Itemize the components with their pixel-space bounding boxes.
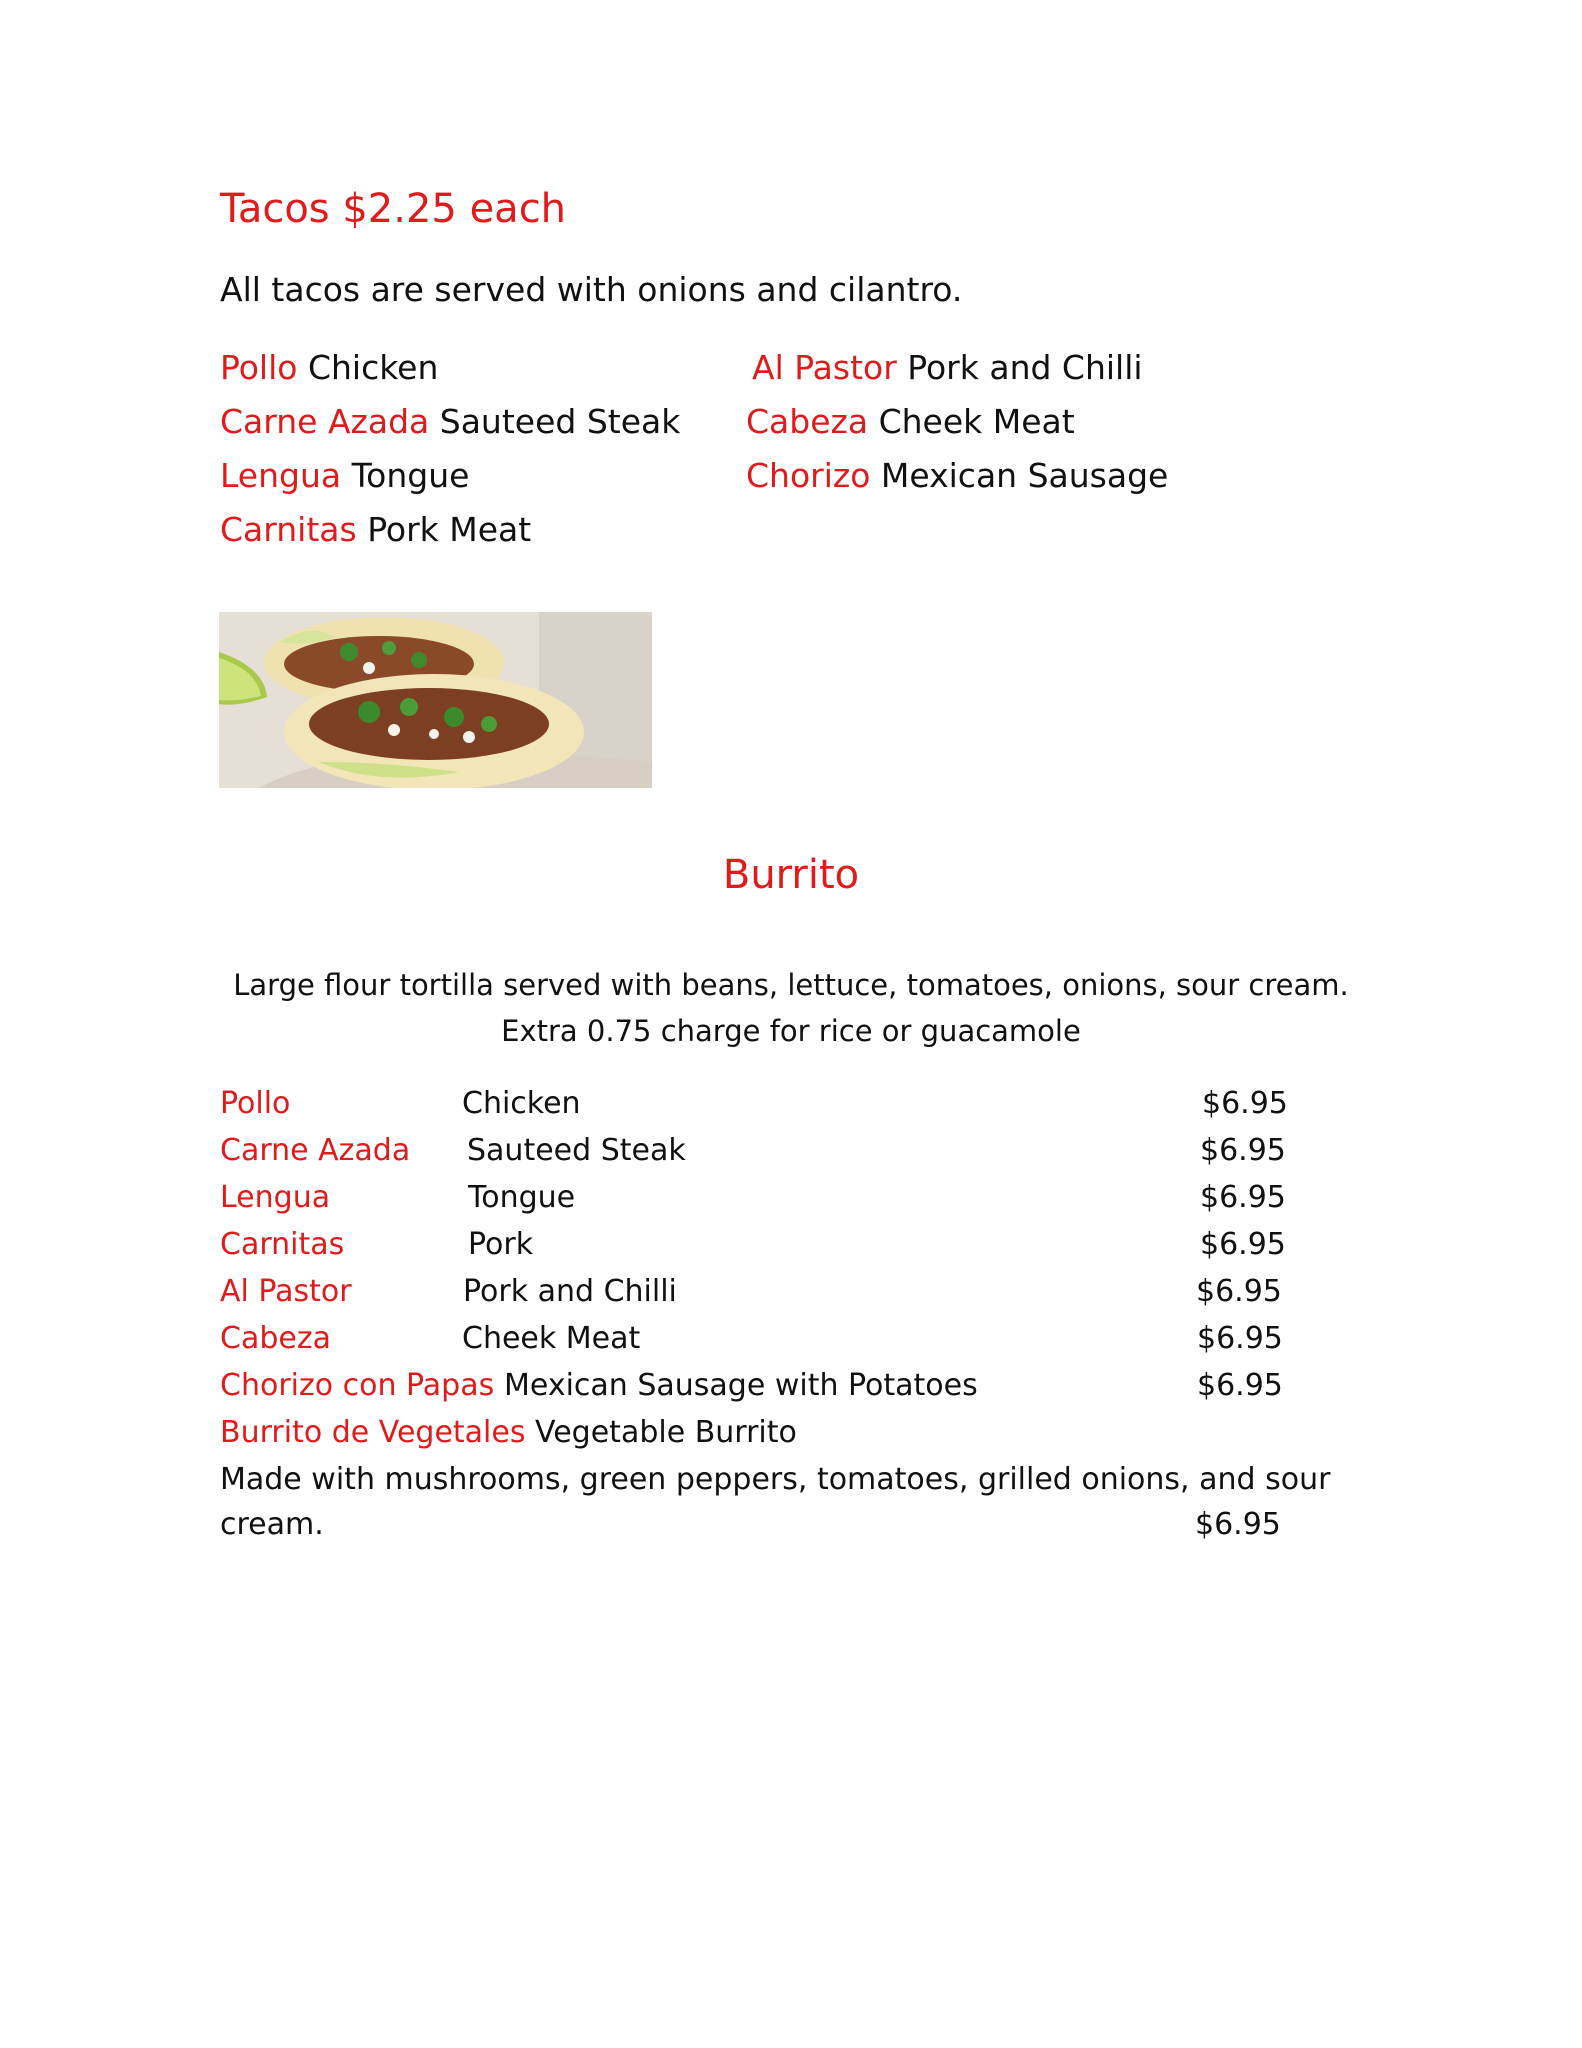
taco-item-cabeza <box>746 402 1075 441</box>
burrito-item-name: Cabeza <box>220 1321 331 1356</box>
burrito-veg-row <box>220 1415 797 1450</box>
burrito-heading: Burrito <box>722 852 860 898</box>
taco-item-name: Carnitas <box>220 510 357 549</box>
taco-item-name: Pollo <box>220 348 298 387</box>
taco-item-name: Cabeza <box>746 402 869 441</box>
taco-item-desc: Cheek Meat <box>878 402 1075 441</box>
burrito-item-price: $6.95 <box>1200 1133 1286 1168</box>
burrito-item-name: Carnitas <box>220 1227 345 1262</box>
taco-item-name: Al Pastor <box>752 348 897 387</box>
burrito-item-price: $6.95 <box>1202 1086 1288 1121</box>
burrito-description-line2: Extra 0.75 charge for rice or guacamole <box>501 1014 1081 1048</box>
taco-item-desc: Pork and Chilli <box>907 348 1143 387</box>
burrito-item-desc: Pork <box>468 1227 534 1262</box>
burrito-veg-name: Burrito de Vegetales <box>220 1415 526 1450</box>
taco-item-lengua <box>220 456 469 495</box>
burrito-veg-note-line1: Made with mushrooms, green peppers, tomatoes, grilled onions, and sour <box>220 1462 1331 1497</box>
burrito-item-desc: Pork and Chilli <box>463 1274 677 1309</box>
burrito-item-name: Pollo <box>220 1086 291 1121</box>
burrito-item-price: $6.95 <box>1196 1274 1282 1309</box>
burrito-item-price: $6.95 <box>1200 1227 1286 1262</box>
burrito-veg-desc: Vegetable Burrito <box>535 1415 797 1450</box>
tacos-heading: Tacos $2.25 each <box>220 186 567 232</box>
taco-item-carne-azada <box>220 402 680 441</box>
taco-item-desc: Sauteed Steak <box>439 402 681 441</box>
burrito-item-desc: Mexican Sausage with Potatoes <box>504 1368 978 1403</box>
burrito-item-name: Lengua <box>220 1180 331 1215</box>
burrito-item-desc: Tongue <box>468 1180 576 1215</box>
burrito-item-name: Chorizo con Papas <box>220 1368 495 1403</box>
taco-item-chorizo <box>746 456 1168 495</box>
tacos-description: All tacos are served with onions and cilantro. <box>220 270 963 309</box>
taco-item-name: Lengua <box>220 456 342 495</box>
burrito-description-line1: Large flour tortilla served with beans, lettuce, tomatoes, onions, sour cream. <box>233 968 1349 1002</box>
taco-item-name: Chorizo <box>746 456 871 495</box>
burrito-veg-note-line2: cream. <box>220 1507 324 1542</box>
taco-item-desc: Mexican Sausage <box>880 456 1169 495</box>
burrito-item-name: Al Pastor <box>220 1274 352 1309</box>
taco-item-desc: Tongue <box>351 456 470 495</box>
burrito-item-desc: Cheek Meat <box>462 1321 641 1356</box>
taco-item-pollo <box>220 348 438 387</box>
taco-item-carnitas <box>220 510 531 549</box>
burrito-item-desc: Chicken <box>462 1086 581 1121</box>
burrito-item-price: $6.95 <box>1197 1368 1283 1403</box>
burrito-item-price: $6.95 <box>1197 1321 1283 1356</box>
burrito-item-price: $6.95 <box>1200 1180 1286 1215</box>
taco-photo <box>219 612 652 788</box>
taco-item-al-pastor <box>752 348 1143 387</box>
taco-item-name: Carne Azada <box>220 402 430 441</box>
burrito-item-desc: Sauteed Steak <box>467 1133 686 1168</box>
taco-item-desc: Pork Meat <box>367 510 532 549</box>
burrito-item-name: Carne Azada <box>220 1133 411 1168</box>
taco-item-desc: Chicken <box>307 348 439 387</box>
burrito-veg-price: $6.95 <box>1195 1507 1281 1542</box>
